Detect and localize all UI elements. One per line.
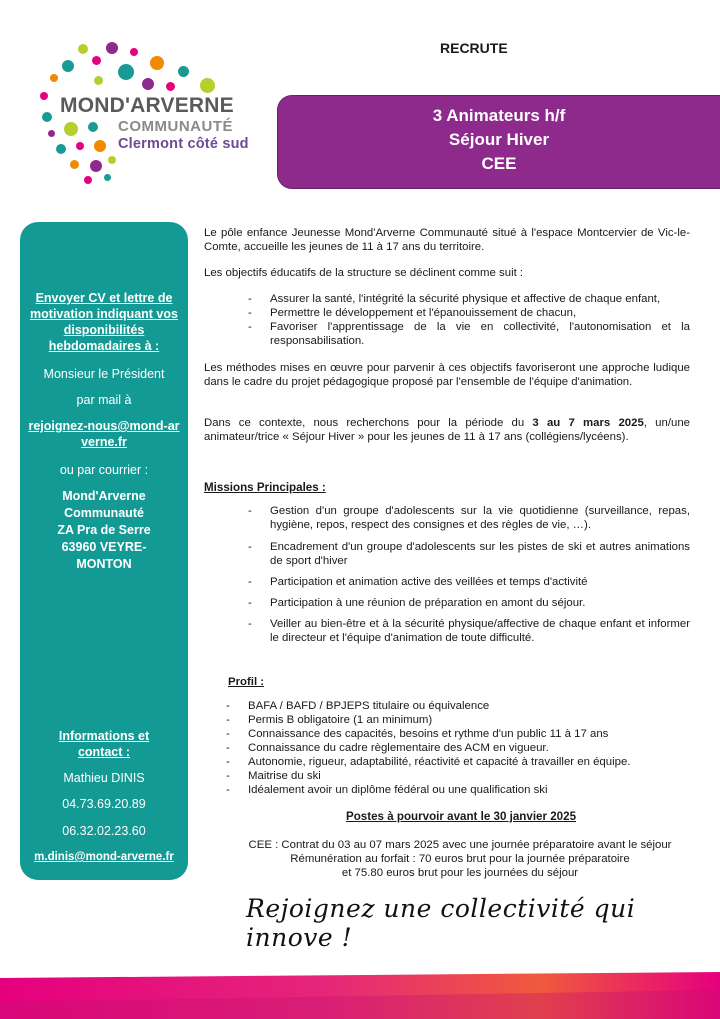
contact-phone1[interactable]: 04.73.69.20.89: [62, 797, 146, 811]
job-title-line2: Séjour Hiver: [448, 130, 550, 149]
job-title-line1: 3 Animateurs h/f: [432, 106, 566, 125]
logo: [38, 38, 258, 188]
mission-item: - Veiller au bien-être et à la sécurité physique/affective de chaque enfant et informer le directeur et l'équipe d'animation de toute difficulté.: [248, 618, 690, 644]
contract-line1: CEE : Contrat du 03 au 07 mars 2025 avec une journée préparatoire avant le séjour: [248, 839, 672, 851]
logo-tagline: Clermont côté sud: [118, 136, 249, 152]
intro-paragraph: Le pôle enfance Jeunesse Mond'Arverne Communauté situé à l'espace Montcervier de Vic-le-Comte, accueille les jeunes de 11 à 17 ans du territoire.: [204, 227, 690, 253]
deadline: Postes à pourvoir avant le 30 janvier 2025: [345, 810, 577, 823]
contract-line3: et 75.80 euros brut pour les journées du séjour: [341, 867, 579, 879]
mission-item: - Encadrement d'un groupe d'adolescents sur les pistes de ski et autres animations de sport d'hiver: [248, 541, 690, 567]
slogan: Rejoignez une collectivité qui innove !: [246, 894, 636, 952]
contact-email-link[interactable]: m.dinis@mond-arverne.fr: [34, 851, 174, 863]
logo-subtitle: COMMUNAUTÉ: [118, 118, 233, 135]
profil-item: - Idéalement avoir un diplôme fédéral ou une qualification ski: [226, 784, 548, 796]
profil-heading: Profil :: [228, 676, 265, 688]
objectives-intro: Les objectifs éducatifs de la structure se déclinent comme suit :: [204, 267, 524, 279]
contact-sidebar: [20, 222, 188, 880]
job-title-line3: CEE: [481, 154, 517, 173]
profil-item: - Connaissance des capacités, besoins et rythme d'un public 11 à 17 ans: [226, 728, 609, 740]
apply-heading: Envoyer CV et lettre de motivation indiquant vos disponibilités hebdomadaires à :: [30, 291, 178, 353]
mission-item: - Participation à une réunion de préparation en amont du séjour.: [248, 597, 586, 609]
logo-name: MOND'ARVERNE: [60, 94, 234, 117]
period-dates: 3 au 7 mars 2025: [532, 417, 644, 429]
objective-item: - Permettre le développement et l'épanouissement de chacun,: [248, 307, 577, 319]
missions-heading: Missions Principales :: [204, 481, 326, 494]
profil-item: - Autonomie, rigueur, adaptabilité, réactivité et capacité à travailler en équipe.: [226, 756, 631, 768]
profil-item: - Permis B obligatoire (1 an minimum): [226, 714, 433, 726]
decorative-color-bar: [0, 972, 720, 1019]
objective-item: - Favoriser l'apprentissage de la vie en collectivité, l'autonomisation et la responsabilisation.: [248, 321, 690, 347]
address-line3: ZA Pra de Serre: [57, 523, 151, 537]
methods-paragraph: Les méthodes mises en œuvre pour parvenir à ces objectifs favoriseront une approche ludique dans le cadre du projet pédagogique proposé par l'ensemble de l'équipe d'animation.: [204, 362, 690, 388]
objective-item: - Assurer la santé, l'intégrité la sécurité physique et affective de chaque enfant,: [248, 293, 661, 305]
profil-item: - Connaissance du cadre règlementaire des ACM en vigueur.: [226, 742, 549, 754]
by-mail-label: par mail à: [76, 393, 132, 407]
contact-phone2[interactable]: 06.32.02.23.60: [62, 824, 146, 838]
info-heading: Informations et contact :: [58, 729, 150, 759]
mission-item: - Participation et animation active des veillées et temps d'activité: [248, 576, 588, 588]
context-paragraph: Dans ce contexte, nous recherchons pour la période du 3 au 7 mars 2025, un/une animateur/trice « Séjour Hiver » pour les jeunes de 11 à 17 ans (collégiens/lycéens).: [204, 417, 690, 443]
mission-item: - Gestion d'un groupe d'adolescents sur la vie quotidienne (surveillance, repas, hygiène, repos, respect des consignes et des règles de vie, …).: [248, 505, 690, 531]
job-title-banner: [278, 96, 720, 188]
address-line2: Communauté: [64, 506, 144, 520]
profil-item: - BAFA / BAFD / BPJEPS titulaire ou équivalence: [226, 700, 490, 712]
recrute-label: RECRUTE: [440, 40, 508, 56]
apply-email-link[interactable]: rejoignez-nous@mond-arverne.fr: [28, 419, 180, 449]
profil-item: - Maitrise du ski: [226, 770, 321, 782]
address-line5: MONTON: [76, 557, 132, 571]
contract-line2: Rémunération au forfait : 70 euros brut pour la journée préparatoire: [290, 853, 630, 865]
contract-info: [200, 838, 720, 880]
by-post-label: ou par courrier :: [59, 463, 149, 477]
recipient: Monsieur le Président: [43, 367, 165, 381]
address-line4: 63960 VEYRE-: [61, 540, 147, 554]
address-line1: Mond'Arverne: [62, 489, 146, 503]
contact-name: Mathieu DINIS: [63, 771, 145, 785]
